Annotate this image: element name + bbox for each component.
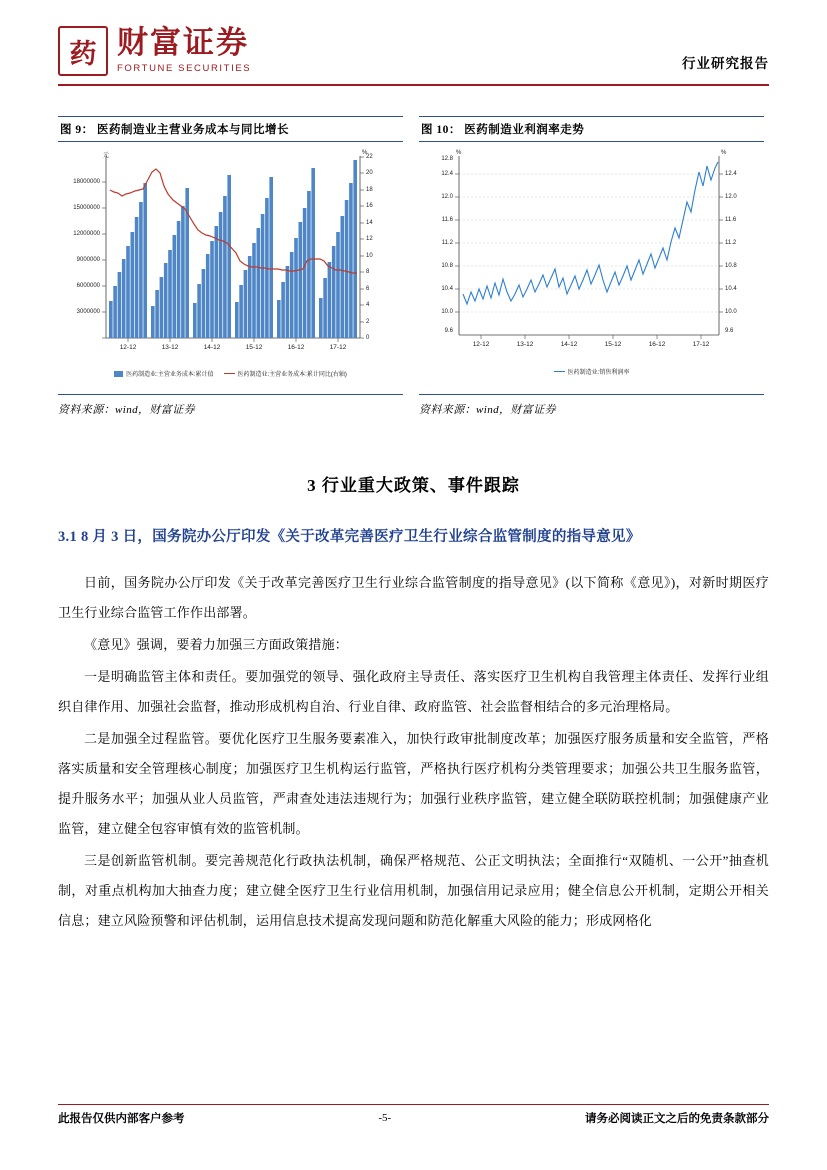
x-tick: 17-12 [329,344,347,351]
header-divider [58,84,769,86]
legend-label: 医药制造业:主营业务成本:累计同比(右轴) [237,372,347,378]
y-tick: 11.2 [441,240,453,246]
logo-seal-icon [58,26,108,76]
y-tick: 12.8 [441,156,453,162]
y2-tick: 10.8 [725,263,737,269]
figure-9-y2-unit: % [362,150,368,156]
y2-tick: 2 [366,319,370,325]
y2-tick: 10.0 [725,309,737,315]
figure-9-chart [58,142,403,394]
y2-tick: 4 [366,302,370,308]
legend-item-line [554,367,630,376]
subsection-title: 3.1 8 月 3 日，国务院办公厅印发《关于改革完善医疗卫生行业综合监管制度的指导意见》 [58,529,641,545]
x-tick: 12-12 [119,344,137,351]
y-tick: 10.8 [441,263,453,269]
footer-left-note: 此报告仅供内部客户参考 [58,1113,185,1125]
y2-tick: 8 [366,269,370,275]
x-tick: 17-12 [692,341,710,348]
figure-10 [419,116,764,417]
paragraph: 一是明确监管主体和责任。要加强党的领导、强化政府主导责任、落实医疗卫生机构自我管理主体责任、发挥行业组织自律作用、加强社会监督，推动形成机构自治、行业自律、政府监管、社会监督相结合的多元治理格局。 [58,669,769,714]
y2-tick: 12.4 [725,171,737,177]
figure-9-legend [58,369,403,378]
y-tick: 6000000 [76,283,100,289]
figure-9-y-unit: 元 [103,153,110,159]
legend-swatch-bar-icon [114,371,123,377]
y2-tick: 16 [366,203,373,209]
figure-9-body [58,142,403,395]
y-tick: 9.6 [444,328,453,334]
x-tick: 13-12 [161,344,179,351]
y2-tick: 22 [366,154,373,160]
y2-tick: 11.6 [725,217,737,223]
y2-tick: 0 [366,335,370,341]
legend-label: 医药制造业:销售利润率 [567,370,630,376]
figure-10-title: 图 10： 医药制造业利润率走势 [419,116,764,142]
y-tick: 18000000 [73,179,100,185]
y2-tick: 12.0 [725,194,737,200]
y-tick: 9000000 [76,257,100,263]
paragraph: 三是创新监管机制。要完善规范化行政执法机制，确保严格规范、公正文明执法；全面推行“双随机、一公开”抽查机制，对重点机构加大抽查力度；建立健全医疗卫生行业信用机制，加强信用记录应用；健全信息公开机制，定期公开相关信息；建立风险预警和评估机制，运用信息技术提高发现问题和防范化解重大风险的能力；形成网格化 [58,853,769,928]
document-type-label: 行业研究报告 [682,56,769,71]
section-title: 3 行业重大政策、事件跟踪 [307,476,520,495]
figure-10-source: 资料来源：wind，财富证券 [419,404,556,416]
y-tick: 15000000 [73,205,100,211]
figure-9 [58,116,403,417]
paragraph: 二是加强全过程监管。要优化医疗卫生服务要素准入，加快行政审批制度改革；加强医疗服务质量和安全监管，严格落实质量和安全管理核心制度；加强医疗卫生机构运行监管，严格执行医疗机构分类管理要求；加强公共卫生服务监管，提升服务水平；加强从业人员监管，严肃查处违法违规行为；加强行业秩序监管，建立健全联防联控机制；加强健康产业监管，建立健全包容审慎有效的监管机制。 [58,731,769,836]
paragraph: 《意见》强调，要着力加强三方面政策措施： [84,637,349,652]
y-tick: 11.6 [441,217,453,223]
x-tick: 15-12 [245,344,263,351]
y2-tick: 14 [366,220,373,226]
legend-label: 医药制造业:主营业务成本:累计值 [126,372,214,378]
x-tick: 14-12 [203,344,221,351]
x-tick: 15-12 [604,341,622,348]
legend-swatch-line-icon [224,373,235,374]
x-tick: 14-12 [560,341,578,348]
page-header [58,22,769,92]
y-tick: 12.0 [441,194,453,200]
page-footer [58,1104,769,1126]
y2-tick: 6 [366,286,370,292]
y2-tick: 18 [366,187,373,193]
y-tick: 12000000 [73,231,100,237]
figures-row [58,116,769,417]
legend-item-bar [114,369,213,378]
figure-10-body [419,142,764,395]
figure-9-source: 资料来源：wind，财富证券 [58,404,195,416]
x-tick: 16-12 [648,341,666,348]
y2-tick: 12 [366,236,373,242]
logo-seal-glyph: 药 [69,38,97,69]
footer-right-note: 请务必阅读正文之后的免责条款部分 [584,1113,769,1125]
logo-company-cn: 财富证券 [117,25,249,60]
logo-company-en: FORTUNE SECURITIES [117,63,252,74]
figure-10-y2-unit: % [721,150,727,156]
footer-page-number: -5- [378,1112,392,1124]
logo-text [117,26,251,74]
x-tick: 16-12 [287,344,305,351]
y-tick: 3000000 [76,309,100,315]
y2-tick: 10.4 [725,286,737,292]
chart-bar-cost [58,142,403,394]
legend-swatch-line-icon [554,371,565,372]
y2-tick: 9.6 [725,328,734,334]
legend-item-line [224,369,347,378]
x-tick: 12-12 [472,341,490,348]
chart-line-profit [419,142,764,394]
x-tick: 13-12 [516,341,534,348]
paragraph: 日前，国务院办公厅印发《关于改革完善医疗卫生行业综合监管制度的指导意见》(以下简称《意见》)，对新时期医疗卫生行业综合监管工作作出部署。 [58,575,769,620]
y-tick: 10.0 [441,309,453,315]
y-tick: 12.4 [441,171,453,177]
company-logo [58,26,251,76]
figure-10-legend [419,367,764,376]
y2-tick: 10 [366,253,373,259]
y2-tick: 11.2 [725,240,737,246]
figure-10-y-unit: % [456,150,462,156]
y2-tick: 20 [366,170,373,176]
figure-10-chart [419,142,764,394]
figure-9-title: 图 9： 医药制造业主营业务成本与同比增长 [58,116,403,142]
y-tick: 10.4 [441,286,453,292]
